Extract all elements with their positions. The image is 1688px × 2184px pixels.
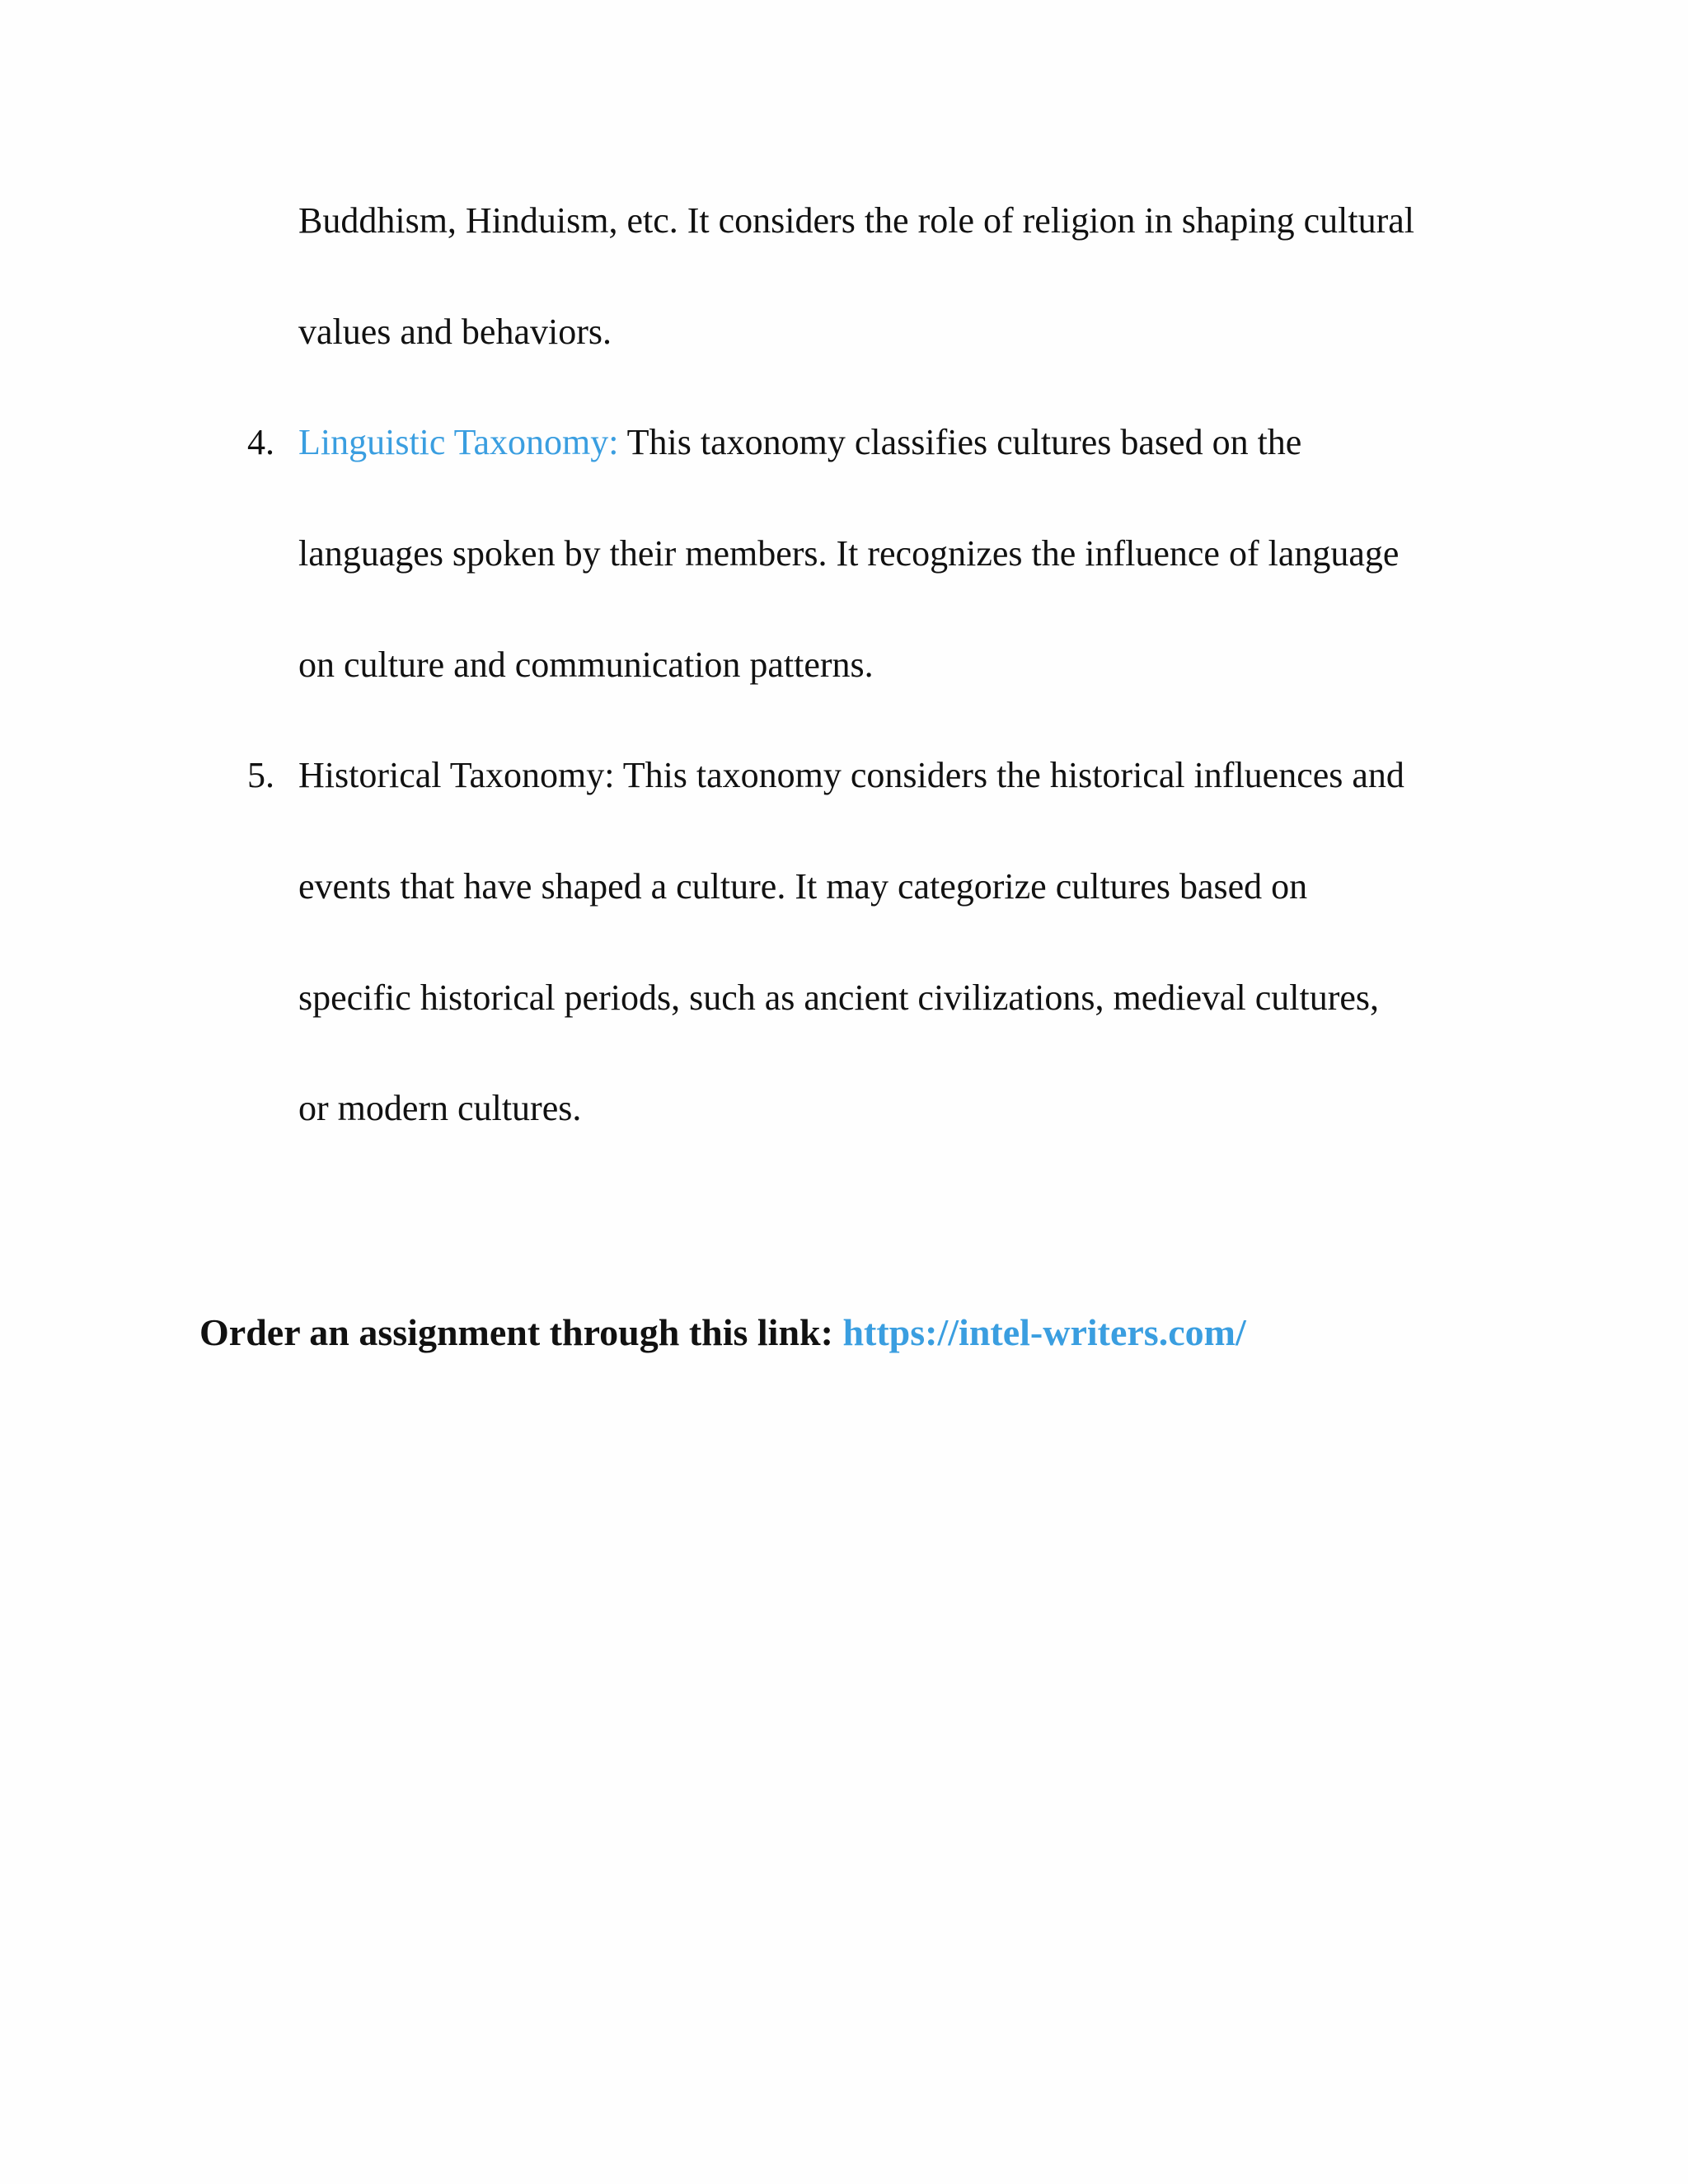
paragraph-line: or modern cultures.	[298, 1088, 582, 1128]
paragraph-line: events that have shaped a culture. It may categorize cultures based on	[298, 866, 1308, 907]
paragraph-line: values and behaviors.	[298, 312, 612, 352]
order-cta	[199, 1309, 1246, 1357]
order-cta-label: Order an assignment through this link:	[199, 1311, 843, 1353]
term-link[interactable]: Linguistic Taxonomy:	[298, 422, 619, 462]
paragraph-line: languages spoken by their members. It recognizes the influence of language	[298, 533, 1400, 574]
list-item-first-line	[298, 419, 1301, 466]
paragraph-line: specific historical periods, such as ancient civilizations, medieval cultures,	[298, 977, 1380, 1018]
item-text: This taxonomy classifies cultures based on the	[618, 422, 1302, 462]
paragraph-line: Buddhism, Hinduism, etc. It considers the role of religion in shaping cultural	[298, 200, 1414, 241]
list-item-first-line: Historical Taxonomy: This taxonomy considers the historical influences and	[298, 755, 1404, 795]
order-link[interactable]: https://intel-writers.com/	[842, 1311, 1246, 1353]
paragraph-line: on culture and communication patterns.	[298, 644, 874, 685]
list-number: 5.	[247, 755, 274, 795]
list-number: 4.	[247, 422, 274, 462]
